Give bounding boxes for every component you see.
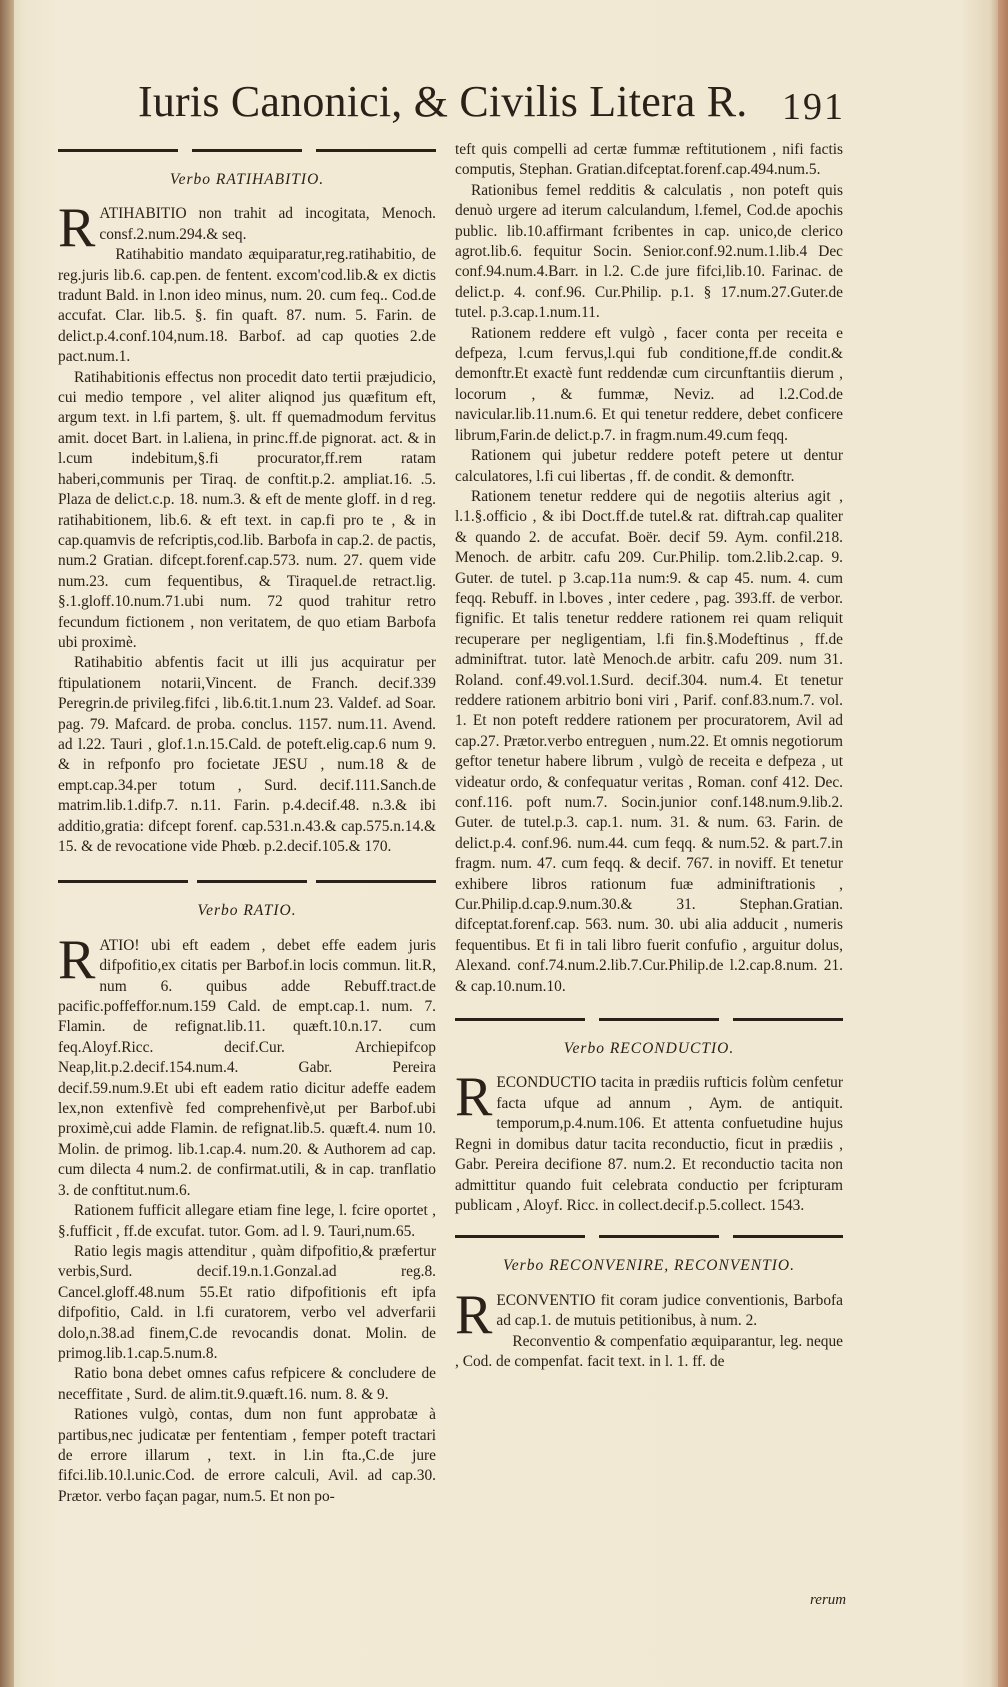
right-column (455, 140, 843, 1372)
section-rule (58, 875, 436, 887)
page-number: 191 (782, 86, 845, 128)
entry-paragraph: Ratihabitio abfentis facit ut illi jus acquiratur per ftipulationem notarii,Vincent. de Franch. decif.339 Peregrin.de privileg.fifci , lib.6.tit.1.num 23. Valdef. ad Soar. pag. 79. Mafcard. de proba. conclus. 1157. num.11. Avend. ad l.22. Tauri , glof.1.n.15.Cald. de poteft.elig.cap.6 num 9. & in refponfo pro focietate JESU , num.18 & de empt.cap.34.per totum , Surd. decif.111.Sanch.de matrim.lib.1.difp.7. n.11. Farin. p.4.decif.48. n.3.& ibi additio,gratia: difcept forenf. cap.531.n.43.& cap.575.n.14.& 15. & de revocatione vide Phœb. p.2.decif.105.& 170. (58, 654, 436, 855)
paragraph-text: ECONVENTIO fit coram judice conventionis, Barbofa ad cap.1. de mutuis petitionibus, à num. 2. (496, 1291, 843, 1330)
drop-cap: R (58, 928, 96, 991)
entry-paragraph: Rationes vulgò, contas, dum non funt approbatæ à partibus,nec judicatæ per fententiam , femper poteft tractari de errore illarum , text. in l.in fta.,C.de jure fifci.lib.10.l.unic.Cod. de errore calculi, Avil. ad cap.30. Prætor. verbo façan pagar, num.5. Et non po- (58, 1406, 436, 1505)
entry-heading: Verbo RECONDUCTIO. (563, 1040, 735, 1058)
entry-heading: Verbo RATIHABITIO. (169, 171, 325, 188)
paragraph-text: ATIO! ubi eft eadem , debet effe eadem juris difpofitio,ex citatis per Barbof.in locis commun. lit.R, num 6. quibus adde Rebuff.tract.de pacific.poffeffor.num.159 Cald. de empt.cap.1. num. 7. Flamin. de refignat.lib.11. quæft.10.n.17. cum feq.Aloyf.Ricc. decif.Cur. Archiepifcop Neap,lit.p.2.decif.154.num.4. Gabr. Pereira decif.59.num.9.Et ubi eft eadem ratio dicitur adeffe eadem lex,non extenfivè fed comprehenfivè,ut per Barbof.ubi proximè,cui adde Flamin. de refignat.lib.5. quæft.4. num 10. Molin. de primog. lib.1.cap.4. num.20. & Authorem ad cap. cum dilecta 4 num.2. de confirmat.utili, & in cap. tranflatio 3. de conftitut.num.6. (58, 936, 436, 1199)
entry-reconductio (455, 1039, 843, 1216)
entry-paragraph: Reconventio & compenfatio æquiparantur, leg. neque , Cod. de compenfat. facit text. in l. 1. ff. de (455, 1332, 843, 1370)
drop-cap: R (455, 1066, 493, 1129)
entry-paragraph (58, 928, 436, 1201)
entry-paragraph: Ratio legis magis attenditur , quàm difpofitio,& præfertur verbis,Surd. decif.19.n.1.Gonzal.ad reg.8. Cancel.gloff.48.num 55.Et ratio difpofitionis eft ipfa difpofitio, Cald. in l.fi curatorem, verbo vel adverfarii dolo,n.38.ad finem,C.de revocandis donat. Molin. de primog.lib.1.cap.5.num.8. (58, 1242, 436, 1362)
entry-paragraph: Ratio bona debet omnes cafus refpicere & concludere de neceffitate , Surd. de alim.tit.9.quæft.16. num. 8. & 9. (58, 1365, 436, 1403)
entry-paragraph: Rationem qui jubetur reddere poteft petere ut dentur calculatores, l.fi cui libertas , ff. de condit. & demonftr. (455, 447, 843, 485)
catchword: rerum (810, 1592, 847, 1608)
entry-paragraph: Rationem tenetur reddere qui de negotiis alterius agit , l.1.§.officio , & ibi Doct.ff.de tutel.& rat. diftrah.cap qualiter & quando 2. de accufat. Boër. decif 59. Aym. confil.218. Menoch. de arbitr. cafu 209. Cur.Philip. tom.2.lib.2.cap. 9. Guter. de tutel. p 3.cap.11a num:9. & cap 45. num. 4. cum feqq. Rebuff. in l.boves , inter cedere , pag. 393.ff. de verbor. fignific. Et talis tenetur reddere rationem rei quam reliquit recuperare per negligentiam, l.fi fin.§.Modeftinus , ff.de adminiftrat. tutor. latè Menoch.de arbitr. cafu 209. num 31. Roland. conf.49.vol.1.Surd. decif.304. num.4. Et tenetur reddere rationem arbitrio boni viri , Parif. conf.83.num.7. vol. 1. Et non poteft reddere rationem per procuratorem, Avil ad cap.27. Prætor.verbo entreguen , num.22. Et omnis negotiorum geftor tenetur habere librum , vulgò de receita e defpeza , ut videatur ordo, & confequatur veritas , Roman. conf 412. Dec. conf.116. poft num.7. Socin.junior conf.148.num.9.lib.2. Guter. de tutel.p.3. cap.1. num. 31. & num. 63. Farin. de delict.p.4. conf.96. num.44. cum feqq. & num.52. & part.7.in fragm. num. 47. cum feqq. & decif. 767. in noviff. Et tenetur exhibere libros rationum fuæ adminiftrationis , Cur.Philip.d.cap.9.num.30.& 31. Stephan.Gratian. difceptat.forenf.cap. 563. num. 30. ubi alia adducit , numeris fequentibus. Et fi in tali libro fuerit confufio , arguitur dolus, Alexand. conf.74.num.2.lib.7.Cur.Philip.de l.2.cap.8.num. 21. & cap.10.num.10. (455, 487, 843, 995)
binding-gutter (0, 0, 14, 1687)
entry-ratio (58, 901, 436, 1507)
entry-paragraph: Rationem fufficit allegare etiam fine lege, l. fcire oportet , §.fufficit , ff.de excufat. tutor. Gom. ad l. 9. Tauri,num.65. (58, 1202, 436, 1240)
entry-paragraph (455, 1283, 843, 1346)
header-rule (58, 144, 436, 156)
section-rule (455, 1013, 843, 1025)
entry-heading: Verbo RECONVENIRE, RECONVENTIO. (503, 1257, 795, 1275)
entry-heading: Verbo RATIO. (197, 902, 297, 920)
left-column (58, 140, 436, 1507)
entry-ratihabitio (58, 170, 436, 857)
entry-paragraph: teft quis compelli ad certæ fummæ reftitutionem , nifi factis computis, Stephan. Gratian.difceptat.forenf.cap.494.num.5. (455, 141, 843, 179)
entry-paragraph (455, 1066, 843, 1216)
entry-paragraph: Rationem reddere eft vulgò , facer conta per receita e defpeza, l.cum fervus,l.qui fub conditione,ff.de condit.& demonftr.Et exactè funt reddendæ cum circunftantiis dierum , locorum , & fummæ, Neviz. ad l.2.Cod.de navicular.lib.11.num.6. Et qui tenetur reddere, debet conficere librum,Farin.de delict.p.7. in fragm.num.49.cum feqq. (455, 324, 843, 444)
drop-cap: R (58, 197, 96, 260)
entry-paragraph: Rationibus femel redditis & calculatis , non poteft quis denuò urgere ad iterum calculandum, l.femel, Cod.de apochis public. lib.10.affirmant fcribentes in cap. unico,de clerico agrot.lib.6. fequitur Socin. Senior.conf.92.num.1.lib.4 Dec conf.94.num.4.Barr. in l.2. C.de jure fifci,lib.10. Farinac. de delict.p. 4. conf.96. Cur.Philip. p.1. § 17.num.27.Guter.de tutel. p.3.cap.1.num.11. (455, 181, 843, 322)
paragraph-text: ATIHABITIO non trahit ad incogitata, Menoch. consf.2.num.294.& seq. (99, 205, 436, 243)
paragraph-text: ECONDUCTIO tacita in prædiis rufticis folùm cenfetur facta ufque ad annum , Aym. de antiquit. temporum,p.4.num.106. Et attenta confuetudine hujus Regni in domibus datur tacita reconductio, ficut in prædiis , Gabr. Pereira decifione 87. num.2. Et reconductio tacita non admittitur quando fuit celebrata conductio per fcripturam publicam , Aloyf. Ricc. in collect.decif.p.5.collect. 1543. (455, 1074, 843, 1214)
drop-cap: R (455, 1283, 493, 1346)
entry-paragraph: Ratihabitio mandato æquiparatur,reg.ratihabitio, de reg.juris lib.6. cap.pen. de fentent. excom'cod.lib.& ex dictis tradunt Bald. in l.non ideo minus, num. 20. cum feq.. Cod.de accufat. Clar. lib.5. §. fin quaft. 87. num. 5. Farin. de delict.p.4.conf.104,num.18. Barbof. ad cap quoties 2.de pact.num.1. (58, 246, 436, 366)
entry-ratio-continued (455, 140, 843, 997)
page-edge (998, 0, 1008, 1687)
section-rule (455, 1230, 843, 1242)
entry-paragraph (58, 197, 436, 260)
entry-reconvenire (455, 1256, 843, 1372)
entry-paragraph: Ratihabitionis effectus non procedit dato tertii præjudicio, cui medio tempore , vel aliter aliqnod jus quæfitum eft, argum text. in l.fi partem, §. ult. ff quemadmodum fervitus amit. docet Bart. in l.aliena, in princ.ff.de pignorat. act. & in l.cum indebitum,§.fi procurator,ff.rem ratam haberi,communis per Tiraq. de conftit.p.2. ampliat.16. .5. Plaza de delict.c.p. 18. num.3. & eft de mente gloff. in d reg. ratihabitionem, lib.6. & eft text. in cap.fi pro te , & in cap.quamvis de refcriptis,cod.lib. Barbofa in cap.2. de pactis, num.2 Gratian. difcept.forenf.cap.573. num. 27. quem vide num.23. cum fequentibus, & Tiraquel.de retract.lig. §.1.gloff.10.num.71.ubi num. 72 quod trahitur retro fecundum fictionem , non veritatem, de quo etiam Barbofa ubi proximè. (58, 368, 436, 651)
running-title: Iuris Canonici, & Civilis Litera R. (138, 77, 748, 126)
